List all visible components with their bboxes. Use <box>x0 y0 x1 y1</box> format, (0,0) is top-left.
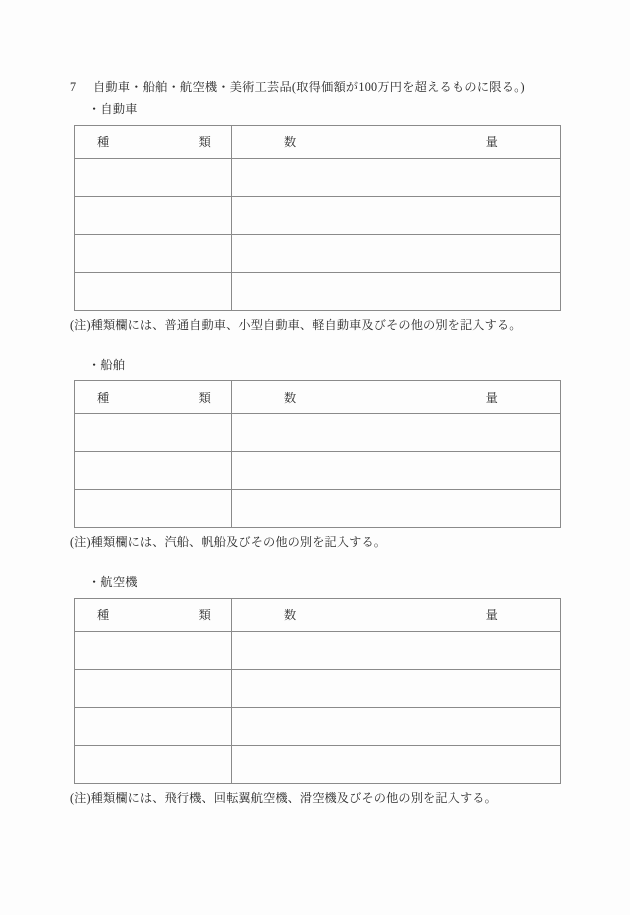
cell-kind[interactable] <box>75 669 232 707</box>
header-label-quantity-right: 量 <box>485 390 498 405</box>
cell-quantity[interactable] <box>232 158 561 196</box>
table-row[interactable] <box>75 158 561 196</box>
note-aircraft: (注)種類欄には、飛行機、回転翼航空機、滑空機及びその他の別を記入する。 <box>70 790 497 805</box>
table-aircraft <box>74 598 561 784</box>
table-row[interactable] <box>75 272 561 310</box>
cell-kind[interactable] <box>75 490 232 528</box>
table-row[interactable] <box>75 669 561 707</box>
table-row[interactable] <box>75 452 561 490</box>
table-automobile <box>74 125 561 311</box>
section-title: 自動車・船舶・航空機・美術工芸品(取得価額が100万円を超えるものに限る。) <box>93 80 525 94</box>
cell-kind[interactable] <box>75 707 232 745</box>
cell-quantity[interactable] <box>232 707 561 745</box>
cell-quantity[interactable] <box>232 452 561 490</box>
sub-heading-automobile: ・自動車 <box>88 102 138 117</box>
cell-quantity[interactable] <box>232 272 561 310</box>
cell-kind[interactable] <box>75 272 232 310</box>
sub-heading-ship: ・船舶 <box>88 357 126 372</box>
header-cell-quantity <box>232 381 561 414</box>
table-row[interactable] <box>75 631 561 669</box>
header-label-kind-right: 類 <box>198 390 211 405</box>
table-row[interactable] <box>75 490 561 528</box>
spacer <box>70 334 558 356</box>
table-row[interactable] <box>75 745 561 783</box>
header-label-kind-left: 種 <box>97 135 110 150</box>
table-header-row <box>75 125 561 158</box>
table-header-row <box>75 381 561 414</box>
header-label-quantity-left: 数 <box>284 390 297 405</box>
note-ship: (注)種類欄には、汽船、帆船及びその他の別を記入する。 <box>70 535 387 550</box>
section-number: 7 <box>70 80 77 94</box>
cell-kind[interactable] <box>75 452 232 490</box>
cell-kind[interactable] <box>75 414 232 452</box>
table-row[interactable] <box>75 234 561 272</box>
cell-quantity[interactable] <box>232 196 561 234</box>
header-label-kind-right: 類 <box>198 608 211 623</box>
table-header-row <box>75 598 561 631</box>
header-cell-kind <box>75 598 232 631</box>
header-cell-quantity <box>232 598 561 631</box>
table-row[interactable] <box>75 414 561 452</box>
cell-kind[interactable] <box>75 196 232 234</box>
header-label-quantity-right: 量 <box>485 135 498 150</box>
cell-quantity[interactable] <box>232 490 561 528</box>
table-row[interactable] <box>75 707 561 745</box>
header-cell-kind <box>75 125 232 158</box>
cell-kind[interactable] <box>75 745 232 783</box>
sub-heading-aircraft: ・航空機 <box>88 575 138 590</box>
cell-quantity[interactable] <box>232 414 561 452</box>
cell-kind[interactable] <box>75 631 232 669</box>
spacer <box>70 551 558 573</box>
header-label-quantity-left: 数 <box>284 135 297 150</box>
note-automobile: (注)種類欄には、普通自動車、小型自動車、軽自動車及びその他の別を記入する。 <box>70 317 522 332</box>
cell-quantity[interactable] <box>232 234 561 272</box>
header-label-quantity-left: 数 <box>284 608 297 623</box>
document-content <box>70 78 558 807</box>
cell-quantity[interactable] <box>232 631 561 669</box>
table-ship <box>74 380 561 528</box>
header-cell-kind <box>75 381 232 414</box>
cell-kind[interactable] <box>75 234 232 272</box>
header-label-kind-left: 種 <box>97 390 110 405</box>
header-label-quantity-right: 量 <box>485 608 498 623</box>
cell-quantity[interactable] <box>232 669 561 707</box>
table-row[interactable] <box>75 196 561 234</box>
header-label-kind-left: 種 <box>97 608 110 623</box>
cell-kind[interactable] <box>75 158 232 196</box>
header-cell-quantity <box>232 125 561 158</box>
header-label-kind-right: 類 <box>198 135 211 150</box>
cell-quantity[interactable] <box>232 745 561 783</box>
section-heading <box>70 78 558 96</box>
